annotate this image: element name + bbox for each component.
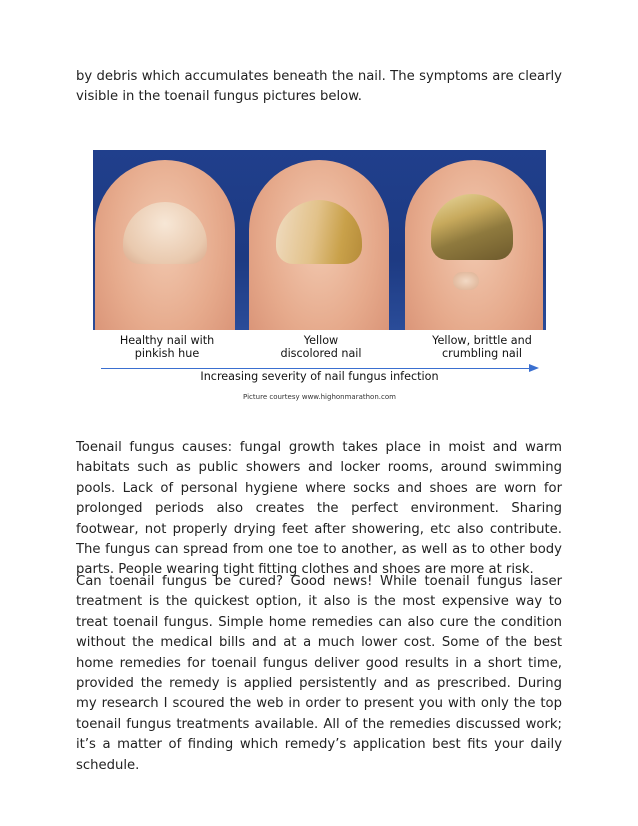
- yellow-toe-image: [249, 160, 389, 330]
- severity-label: Increasing severity of nail fungus infection: [200, 370, 439, 383]
- caption-yellow-text: Yellow discolored nail: [280, 334, 362, 360]
- caption-healthy-text: Healthy nail with pinkish hue: [119, 334, 215, 360]
- caption-healthy: [107, 334, 227, 360]
- healthy-toe-image: [95, 160, 235, 330]
- caption-crumbling-text: Yellow, brittle and crumbling nail: [432, 334, 532, 360]
- crumbling-toe-image: [405, 160, 543, 330]
- cure-paragraph: Can toenail fungus be cured? Good news! While toenail fungus laser treatment is the quickest option, it also is the most expensive way to treat toenail fungus. Simple home remedies can also cure the condition without the medical bills and at a much lower cost. Some of the best home remedies for toenail fungus deliver good results in a short time, provided the remedy is applied persistently and as prescribed. During my research I scoured the web in order to present you with only the top toenail fungus treatments available. All of the remedies discussed work; it’s a matter of finding which remedy’s application best fits your daily schedule.: [76, 574, 562, 773]
- toenail-fungus-figure: [93, 150, 546, 401]
- caption-yellow: [261, 334, 381, 360]
- toenail-photo-panel: [93, 150, 546, 330]
- figure-caption-area: [93, 330, 546, 395]
- caption-crumbling: [419, 334, 545, 360]
- severity-arrow-line: [101, 368, 531, 369]
- intro-paragraph: by debris which accumulates beneath the nail. The symptoms are clearly visible in the toenail fungus pictures below.: [76, 69, 562, 105]
- picture-credit: Picture courtesy www.highonmarathon.com: [243, 393, 396, 401]
- causes-paragraph: Toenail fungus causes: fungal growth takes place in moist and warm habitats such as public showers and locker rooms, around swimming pools. Lack of personal hygiene where socks and shoes are worn for prolonged periods also creates the perfect environment. Sharing footwear, not properly drying feet after showering, etc also contribute. The fungus can spread from one toe to another, as well as to other body parts. People wearing tight fitting clothes and shoes are more at risk.: [76, 440, 562, 578]
